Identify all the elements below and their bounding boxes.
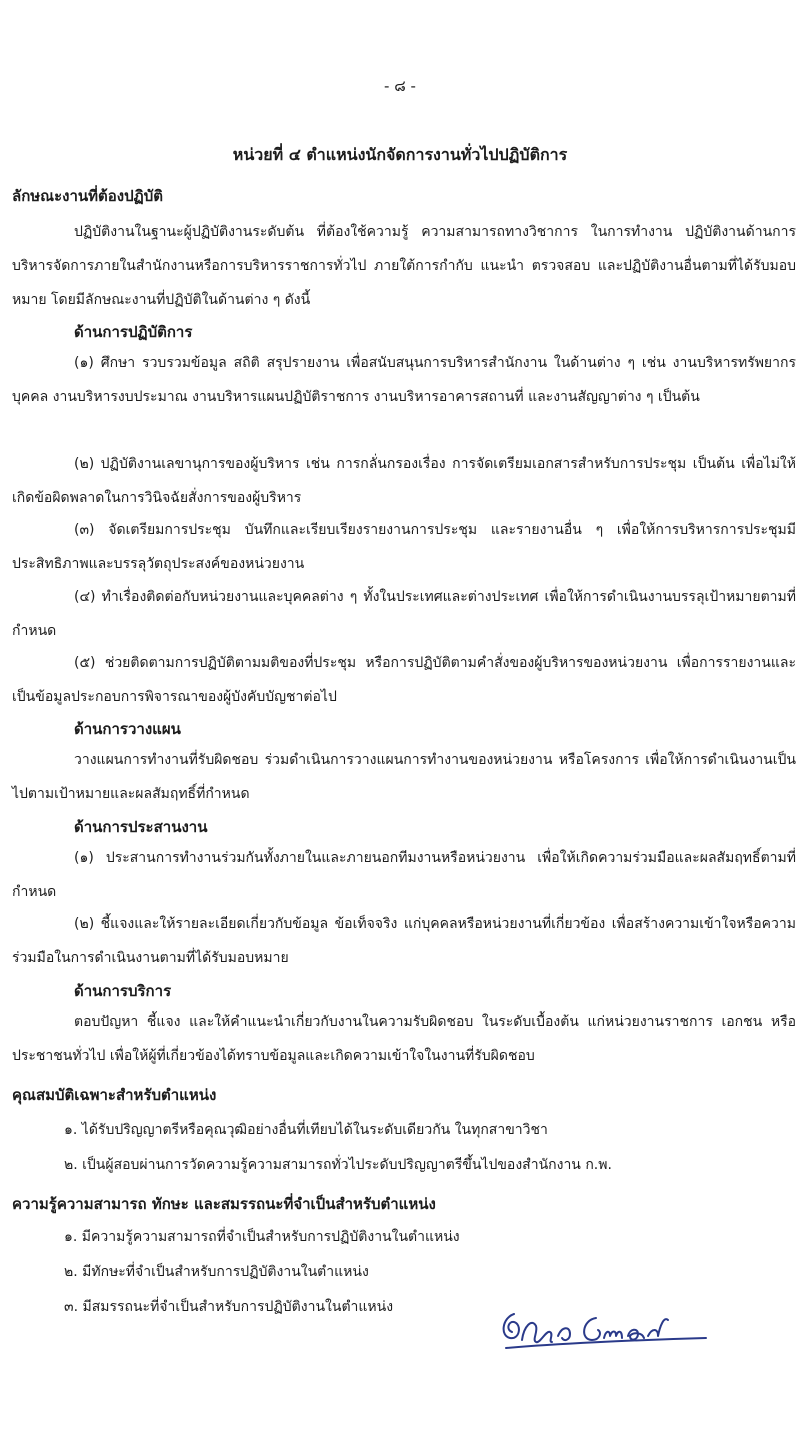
qualifications-heading: คุณสมบัติเฉพาะสำหรับตำแหน่ง [12, 1086, 217, 1104]
coordination-heading: ด้านการประสานงาน [74, 818, 208, 836]
service-heading: ด้านการบริการ [74, 982, 172, 1000]
page-title: หน่วยที่ ๔ ตำแหน่งนักจัดการงานทั่วไปปฏิบัติการ [232, 145, 568, 164]
qualification-item-1: ๑. ได้รับปริญญาตรีหรือคุณวุฒิอย่างอื่นที่เทียบได้ในระดับเดียวกัน ในทุกสาขาวิชา [64, 1122, 548, 1138]
service-text: ตอบปัญหา ชี้แจง และให้คำแนะนำเกี่ยวกับงานในความรับผิดชอบ ในระดับเบื้องต้น แก่หน่วยงานราชการ เอกชน หรือประชาชนทั่วไป เพื่อให้ผู้ที่เกี่ยวข้องได้ทราบข้อมูลและเกิดความเข้าใจในงานที่รับผิดชอบ [12, 1014, 796, 1064]
qualification-item-2: ๒. เป็นผู้สอบผ่านการวัดความรู้ความสามารถทั่วไประดับปริญญาตรีขึ้นไปของสำนักงาน ก.พ. [64, 1157, 612, 1173]
competencies-heading: ความรู้ความสามารถ ทักษะ และสมรรถนะที่จำเป็นสำหรับตำแหน่ง [12, 1195, 436, 1213]
competency-item-2: ๒. มีทักษะที่จำเป็นสำหรับการปฏิบัติงานในตำแหน่ง [64, 1264, 369, 1280]
operations-item-3: (๓) จัดเตรียมการประชุม บันทึกและเรียบเรียงรายงานการประชุม และรายงานอื่น ๆ เพื่อให้การบริหารการประชุมมีประสิทธิภาพและบรรลุวัตถุประสงค์ของหน่วยงาน [12, 522, 796, 572]
handwritten-signature [492, 1296, 712, 1376]
operations-heading: ด้านการปฏิบัติการ [74, 323, 193, 341]
operations-item-2: (๒) ปฏิบัติงานเลขานุการของผู้บริหาร เช่น การกลั่นกรองเรื่อง การจัดเตรียมเอกสารสำหรับการประชุม เป็นต้น เพื่อไม่ให้เกิดข้อผิดพลาดในการวินิจฉัยสั่งการของผู้บริหาร [12, 456, 796, 506]
planning-text: วางแผนการทำงานที่รับผิดชอบ ร่วมดำเนินการวางแผนการทำงานของหน่วยงาน หรือโครงการ เพื่อให้การดำเนินงานเป็นไปตามเป้าหมายและผลสัมฤทธิ์ที่กำหนด [12, 752, 796, 802]
operations-item-5: (๕) ช่วยติดตามการปฏิบัติตามมติของที่ประชุม หรือการปฏิบัติตามคำสั่งของผู้บริหารของหน่วยงาน เพื่อการรายงานและเป็นข้อมูลประกอบการพิจารณาของผู้บังคับบัญชาต่อไป [12, 655, 796, 705]
competency-item-1: ๑. มีความรู้ความสามารถที่จำเป็นสำหรับการปฏิบัติงานในตำแหน่ง [64, 1229, 460, 1245]
competency-item-3: ๓. มีสมรรถนะที่จำเป็นสำหรับการปฏิบัติงานในตำแหน่ง [64, 1299, 394, 1315]
job-characteristics-intro: ปฏิบัติงานในฐานะผู้ปฏิบัติงานระดับต้น ที่ต้องใช้ความรู้ ความสามารถทางวิชาการ ในการทำงาน ปฏิบัติงานด้านการบริหารจัดการภายในสำนักงานหรือการบริหารราชการทั่วไป ภายใต้การกำกับ แนะนำ ตรวจสอบ และปฏิบัติงานอื่นตามที่ได้รับมอบหมาย โดยมีลักษณะงานที่ปฏิบัติในด้านต่าง ๆ ดังนี้ [12, 224, 796, 308]
page-number: - ๘ - [384, 77, 416, 95]
planning-heading: ด้านการวางแผน [74, 720, 181, 738]
operations-item-1: (๑) ศึกษา รวบรวมข้อมูล สถิติ สรุปรายงาน เพื่อสนับสนุนการบริหารสำนักงาน ในด้านต่าง ๆ เช่น งานบริหารทรัพยากรบุคคล งานบริหารงบประมาณ งานบริหารแผนปฏิบัติราชการ งานบริหารอาคารสถานที่ และงานสัญญาต่าง ๆ เป็นต้น [12, 355, 796, 405]
coordination-item-2: (๒) ชี้แจงและให้รายละเอียดเกี่ยวกับข้อมูล ข้อเท็จจริง แก่บุคคลหรือหน่วยงานที่เกี่ยวข้อง เพื่อสร้างความเข้าใจหรือความร่วมมือในการดำเนินงานตามที่ได้รับมอบหมาย [12, 916, 796, 966]
operations-item-4: (๔) ทำเรื่องติดต่อกับหน่วยงานและบุคคลต่าง ๆ ทั้งในประเทศและต่างประเทศ เพื่อให้การดำเนินงานบรรลุเป้าหมายตามที่กำหนด [12, 589, 796, 639]
coordination-item-1: (๑) ประสานการทำงานร่วมกันทั้งภายในและภายนอกทีมงานหรือหน่วยงาน เพื่อให้เกิดความร่วมมือและผลสัมฤทธิ์ตามที่กำหนด [12, 850, 796, 900]
job-characteristics-heading: ลักษณะงานที่ต้องปฏิบัติ [12, 187, 163, 205]
